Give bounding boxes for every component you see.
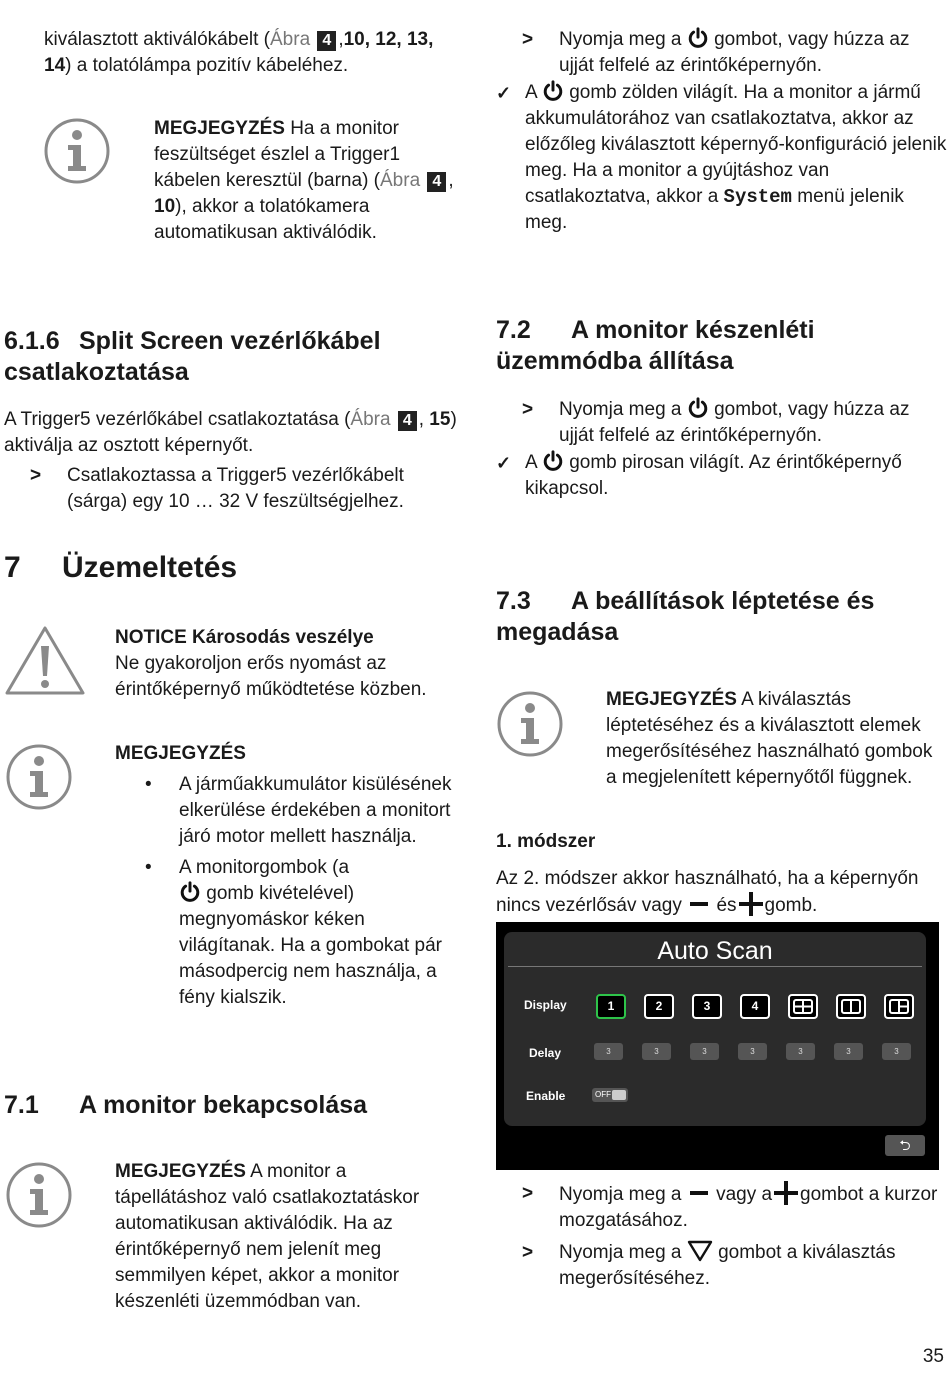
screen-title: Auto Scan <box>657 937 773 965</box>
delay-button[interactable]: 3 <box>738 1043 767 1060</box>
step-marker: > <box>30 465 42 486</box>
section-7-1-heading: 7.1 A monitor bekapcsolása <box>4 1091 368 1119</box>
display-button-3[interactable]: 3 <box>692 994 722 1019</box>
step-confirm-selection: > Nyomja meg a gombot a kiválasztás megerősítéséhez. <box>522 1242 896 1289</box>
note-navigation: MEGJEGYZÉS A kiválasztás léptetéséhez és a kiválasztott elemek megerősítéséhez használható gombok a megjelenített képernyőtől függnek. <box>606 689 933 788</box>
enable-label: Enable <box>526 1089 566 1103</box>
note-power-on: MEGJEGYZÉS A monitor a tápellátáshoz való csatlakoztatáskor automatikusan aktiválódik. Ha az érintőképernyő nem jelenít meg semmilyen képet, akkor a monitor készenléti üzemmódban van. <box>115 1161 420 1312</box>
section-7-2-heading: 7.2 A monitor készenléti üzemmódba állítása <box>496 316 815 375</box>
chapter-7-heading: 7 Üzemeltetés <box>4 551 238 584</box>
step-move-cursor: > Nyomja meg a vagy a gombot a kurzor mozgatásához. <box>522 1183 938 1231</box>
result-marker: ✓ <box>496 83 512 103</box>
enable-toggle[interactable]: OFF <box>592 1088 628 1102</box>
display-button-quad[interactable] <box>788 994 818 1019</box>
info-icon <box>497 691 563 757</box>
minus-icon <box>690 1191 708 1195</box>
intro-paragraph: kiválasztott aktiválókábelt (Ábra 4 ,10, 12, 13, 14) a tolatólámpa pozitív kábeléhez. <box>44 29 434 76</box>
figure-ref: 4 <box>317 31 336 51</box>
list-item: • A járműakkumulátor kisülésének elkerülése érdekében a monitort járó motor mellett használja. <box>145 774 452 847</box>
power-icon <box>687 397 709 419</box>
note-trigger1: MEGJEGYZÉS Ha a monitor feszültséget észlel a Trigger1 kábelen keresztül (barna) (Ábra 4 , 10), akkor a tolatókamera automatikusan aktiválódik. <box>154 118 454 243</box>
back-button[interactable]: ⮌ <box>885 1135 925 1156</box>
display-label: Display <box>524 998 567 1012</box>
warning-icon <box>4 624 86 696</box>
result-power-on: ✓ A gomb zölden világít. Ha a monitor a jármű akkumulátorához van csatlakoztatva, akkor az előzőleg kiválasztott képernyő-konfiguráció jelenik meg. Ha a monitor a gyújtáshoz van csatlakoztatva, akkor a System menü jelenik meg. <box>496 82 947 233</box>
list-item: • A monitorgombok (a gomb kivételével) megnyomáskor kéken világítanak. Ha a gombokat pár másodpercig nem használja, a fény kialszik. <box>145 857 442 1008</box>
section-6-1-6-heading: 6.1.6 Split Screen vezérlőkábel csatlakoztatása <box>4 327 381 386</box>
plus-icon <box>774 1181 798 1205</box>
display-button-tri[interactable] <box>884 994 914 1019</box>
delay-button[interactable]: 3 <box>786 1043 815 1060</box>
note-usage: MEGJEGYZÉS • A járműakkumulátor kisülésének elkerülése érdekében a monitort járó motor mellett használja. • A monitorgombok (a gomb kivételével) megnyomáskor kéken világítanak. Ha a gombokat pár másodpercig nem használja, a fény kialszik. <box>115 741 460 1011</box>
info-icon <box>44 118 110 184</box>
power-icon <box>542 80 564 102</box>
notice-damage: NOTICE Károsodás veszélye Ne gyakoroljon erős nyomást az érintőképernyő működtetése közben. <box>115 627 427 700</box>
delay-button[interactable]: 3 <box>834 1043 863 1060</box>
minus-icon <box>690 902 708 906</box>
result-standby: ✓ A gomb pirosan világít. Az érintőképernyő kikapcsol. <box>496 452 902 499</box>
power-icon <box>542 450 564 472</box>
auto-scan-panel <box>504 932 926 1126</box>
step-press-power-standby: > Nyomja meg a gombot, vagy húzza az ujját felfelé az érintőképernyőn. <box>522 399 910 446</box>
delay-button[interactable]: 3 <box>642 1043 671 1060</box>
delay-button[interactable]: 3 <box>690 1043 719 1060</box>
triangle-down-icon <box>687 1240 713 1262</box>
display-button-2[interactable]: 2 <box>644 994 674 1019</box>
auto-scan-screen <box>496 922 939 1170</box>
display-button-split[interactable] <box>836 994 866 1019</box>
display-button-1[interactable]: 1 <box>596 994 626 1019</box>
plus-icon <box>739 892 763 916</box>
method-paragraph: Az 2. módszer akkor használható, ha a képernyőn nincs vezérlősáv vagy és gomb. <box>496 868 919 916</box>
power-icon <box>687 27 709 49</box>
display-button-4[interactable]: 4 <box>740 994 770 1019</box>
section-6-1-6-paragraph: A Trigger5 vezérlőkábel csatlakoztatása (Ábra 4 , 15) aktiválja az osztott képernyőt. <box>4 409 457 456</box>
delay-button[interactable]: 3 <box>594 1043 623 1060</box>
power-icon <box>179 881 201 903</box>
page-number: 35 <box>922 1346 944 1367</box>
step-press-power: > Nyomja meg a gombot, vagy húzza az ujját felfelé az érintőképernyőn. <box>522 29 910 76</box>
info-icon <box>6 744 72 810</box>
info-icon <box>6 1162 72 1228</box>
section-7-3-heading: 7.3 A beállítások léptetése és megadása <box>496 587 875 646</box>
delay-button[interactable]: 3 <box>882 1043 911 1060</box>
step-connect-trigger5: > Csatlakoztassa a Trigger5 vezérlőkábelt (sárga) egy 10 … 32 V feszültségjelhez. <box>30 465 404 512</box>
method-heading: 1. módszer <box>496 831 596 852</box>
delay-label: Delay <box>529 1046 562 1060</box>
